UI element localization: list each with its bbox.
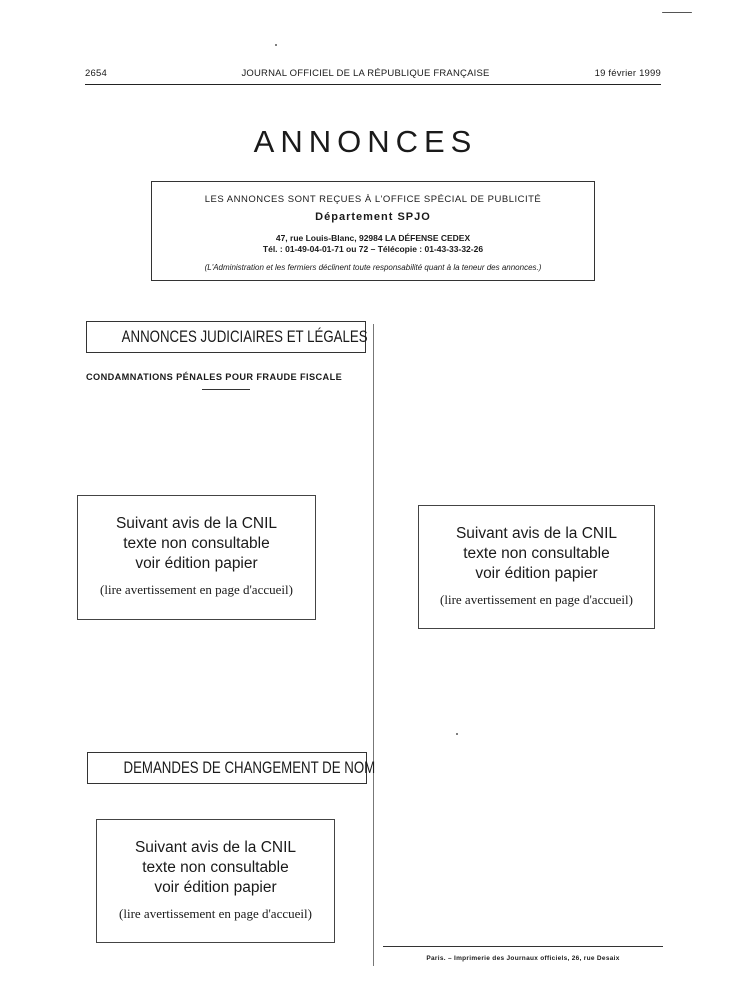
publicity-office-box	[151, 181, 595, 281]
cnil-line2: texte non consultable	[142, 859, 289, 876]
scan-speck	[275, 44, 277, 46]
office-notice: LES ANNONCES SONT REÇUES À L'OFFICE SPÉCIAL DE PUBLICITÉ	[204, 194, 542, 205]
cnil-line4: (lire avertissement en page d'accueil)	[100, 582, 293, 597]
page-title: ANNONCES	[253, 124, 478, 159]
scan-speck	[456, 733, 458, 735]
footer-rule	[383, 946, 663, 947]
header-rule	[85, 84, 661, 85]
page-number: 2654	[85, 68, 107, 79]
cnil-line3: voir édition papier	[135, 555, 258, 572]
issue-date: 19 février 1999	[594, 68, 661, 79]
cnil-line2: texte non consultable	[463, 545, 610, 562]
office-phone: Tél. : 01-49-04-01-71 ou 72 – Télécopie : 01-43-33-32-26	[262, 244, 484, 254]
cnil-notice-box	[96, 819, 335, 943]
cnil-line1: Suivant avis de la CNIL	[455, 525, 618, 542]
journal-title: JOURNAL OFFICIEL DE LA RÉPUBLIQUE FRANÇAISE	[241, 68, 490, 79]
office-address: 47, rue Louis-Blanc, 92984 LA DÉFENSE CEDEX	[275, 233, 471, 243]
section-heading-judicial	[86, 321, 366, 353]
column-divider	[373, 324, 374, 966]
cnil-line2: texte non consultable	[123, 535, 270, 552]
section-heading-name-change	[87, 752, 376, 784]
cnil-line1: Suivant avis de la CNIL	[115, 515, 278, 532]
scan-speck	[662, 12, 692, 13]
cnil-line1: Suivant avis de la CNIL	[134, 839, 297, 856]
cnil-line4: (lire avertissement en page d'accueil)	[440, 592, 633, 607]
cnil-line3: voir édition papier	[475, 565, 598, 582]
cnil-notice-box	[418, 505, 655, 629]
subheading-rule	[202, 389, 250, 390]
cnil-notice-box	[77, 495, 316, 620]
department-name: Département SPJO	[315, 211, 431, 223]
cnil-line3: voir édition papier	[154, 879, 277, 896]
printer-imprint: Paris. – Imprimerie des Journaux officiels, 26, rue Desaix	[426, 955, 620, 962]
disclaimer: (L'Administration et les fermiers déclinent toute responsabilité quant à la teneur des annonces.)	[204, 263, 542, 272]
section-heading-judicial-label: ANNONCES JUDICIAIRES ET LÉGALES	[121, 327, 368, 346]
cnil-line4: (lire avertissement en page d'accueil)	[119, 906, 312, 921]
section-subheading: CONDAMNATIONS PÉNALES POUR FRAUDE FISCALE	[86, 372, 343, 382]
section-heading-name-change-label: DEMANDES DE CHANGEMENT DE NOM	[123, 758, 376, 777]
